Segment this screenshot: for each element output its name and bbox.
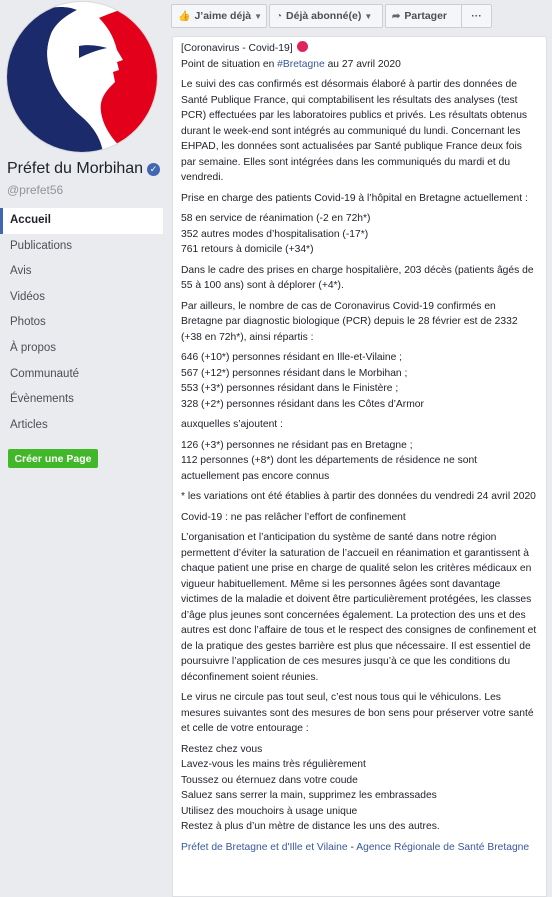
list-item: 761 retours à domicile (+34*): [181, 244, 314, 255]
nav-item-photos[interactable]: Photos: [10, 316, 46, 329]
list-item: 112 personnes (+8*) dont les départements de résidence ne sont actuellement pas encore connus: [181, 455, 478, 482]
paragraph-deces: Dans le cadre des prises en charge hospitalière, 203 décès (patients âgés de 55 à 100 ans) sont à déplorer (+4*).: [181, 264, 534, 291]
list-item: 352 autres modes d’hospitalisation (-17*): [181, 228, 369, 240]
follow-label: Déjà abonné(e): [286, 10, 362, 22]
nav-item-evenements[interactable]: Évènements: [10, 393, 74, 406]
page-handle[interactable]: @prefet56: [7, 183, 64, 197]
nav-item-communaute[interactable]: Communauté: [10, 367, 80, 380]
paragraph-organisation: L’organisation et l’anticipation du système de santé dans notre région permettent d’éviter la saturation de l’accueil en réanimation et garantissent à chaque patient une prise en charge de qualité selon les critères médicaux en vigueur habituellement. Même si les personnes âgées sont davantage victimes de la maladie et doivent être particulièrement protégées, les classes d’âge plus jeunes sont concernées également. La protection des uns et des autres est donc l’affaire de tous et le respect des consignes de confinement et de la pratique des gestes barrière est plus que nécessaire. Il est essentiel de poursuivre l’application de ces mesures jusqu’à ce que les conditions du déconfinement soient réunies.: [181, 532, 537, 683]
chevron-down-icon: ▼: [364, 12, 373, 21]
paragraph-virus: Le virus ne circule pas tout seul, c’est nous tous qui le véhiculons. Les mesures suivantes sont des mesures de bon sens pour préserver votre santé et celle de votre entourage :: [181, 692, 534, 734]
post-text: [173, 37, 546, 855]
nav-item-videos[interactable]: Vidéos: [10, 290, 45, 303]
like-label: J’aime déjà: [194, 10, 252, 22]
red-circle-icon: [297, 41, 308, 52]
chevron-down-icon: ▼: [254, 12, 262, 21]
list-item: 567 (+12*) personnes résidant dans le Morbihan ;: [181, 367, 408, 379]
list-item: Restez à plus d’un mètre de distance les uns des autres.: [181, 821, 440, 832]
tag-prefet-bretagne-link[interactable]: Préfet de Bretagne et d'Ille et Vilaine: [181, 841, 348, 853]
list-item: 58 en service de réanimation (-2 en 72h*): [181, 213, 371, 224]
list-item: 553 (+3*) personnes résidant dans le Finistère ;: [181, 383, 399, 394]
post-card: [172, 36, 547, 897]
post-header-pre: Point de situation en: [181, 58, 278, 70]
share-label: Partager: [404, 10, 447, 22]
paragraph-cas-confirmes: Par ailleurs, le nombre de cas de Coronavirus Covid-19 confirmés en Bretagne par diagnostic biologique (PCR) depuis le 28 février est de 2332 (+38 en 72h*), ainsi répartis :: [181, 300, 518, 343]
list-item: Toussez ou éternuez dans votre coude: [181, 774, 358, 786]
paragraph-confinement-heading: Covid-19 : ne pas relâcher l’effort de confinement: [181, 511, 406, 523]
post-header-post: au 27 avril 2020: [324, 58, 401, 70]
create-page-button[interactable]: Créer une Page: [8, 449, 98, 468]
list-item: 126 (+3*) personnes ne résidant pas en Bretagne ;: [181, 439, 413, 451]
profile-picture[interactable]: [7, 2, 157, 152]
paragraph-auxquelles: auxquelles s’ajoutent :: [181, 419, 283, 430]
tag-ars-bretagne-link[interactable]: Agence Régionale de Santé Bretagne: [356, 841, 530, 853]
paragraph-suivi: Le suivi des cas confirmés est désormais élaboré à partir des données de Santé Publique France, qui comptabilisent les résultats des analyses (test PCR) effectuées par les laboratoires publics et privés. Les résultats obtenus durant le week-end sont intégrés au communiqué du lundi. Concernant les EHPAD, les données sont actualisées par Santé publique France deux fois par semaine. Elles sont intégrées dans les communiqués du mardi et du vendredi.: [181, 79, 528, 183]
marianne-logo-icon: [7, 2, 157, 152]
more-options-button[interactable]: ···: [461, 4, 492, 28]
follow-button[interactable]: [269, 4, 383, 28]
like-button[interactable]: [171, 4, 267, 28]
nav-item-avis[interactable]: Avis: [10, 265, 32, 278]
nav-item-publications[interactable]: Publications: [10, 239, 73, 252]
hashtag-bretagne-link[interactable]: #Bretagne: [277, 58, 325, 70]
list-item: Restez chez vous: [181, 743, 263, 755]
thumbs-up-icon: 👍: [178, 11, 191, 22]
left-column: [0, 0, 163, 897]
page-name-text[interactable]: Préfet du Morbihan: [7, 160, 144, 177]
left-nav: [0, 208, 163, 438]
rss-icon: ◔: [276, 11, 283, 22]
post-header-title: [Coronavirus - Covid-19]: [181, 43, 293, 54]
share-arrow-icon: ➦: [392, 11, 401, 22]
list-item: Saluez sans serrer la main, supprimez les embrassades: [181, 790, 437, 801]
nav-item-a-propos[interactable]: À propos: [10, 341, 57, 354]
list-item: 646 (+10*) personnes résidant en Ille-et-Vilaine ;: [181, 352, 403, 363]
verified-badge-icon: ✓: [147, 163, 160, 176]
list-item: Utilisez des mouchoirs à usage unique: [181, 805, 358, 817]
nav-item-articles[interactable]: Articles: [10, 418, 48, 431]
paragraph-variations-note: * les variations ont été établies à partir des données du vendredi 24 avril 2020: [181, 491, 536, 502]
paragraph-prise-en-charge: Prise en charge des patients Covid-19 à l’hôpital en Bretagne actuellement :: [181, 192, 528, 204]
list-item: 328 (+2*) personnes résidant dans les Côtes d’Armor: [181, 398, 424, 410]
tag-separator: -: [347, 841, 357, 853]
nav-item-accueil[interactable]: Accueil: [0, 208, 163, 234]
share-button[interactable]: [385, 4, 463, 28]
list-item: Lavez-vous les mains très régulièrement: [181, 759, 366, 770]
page-name[interactable]: [7, 160, 160, 178]
